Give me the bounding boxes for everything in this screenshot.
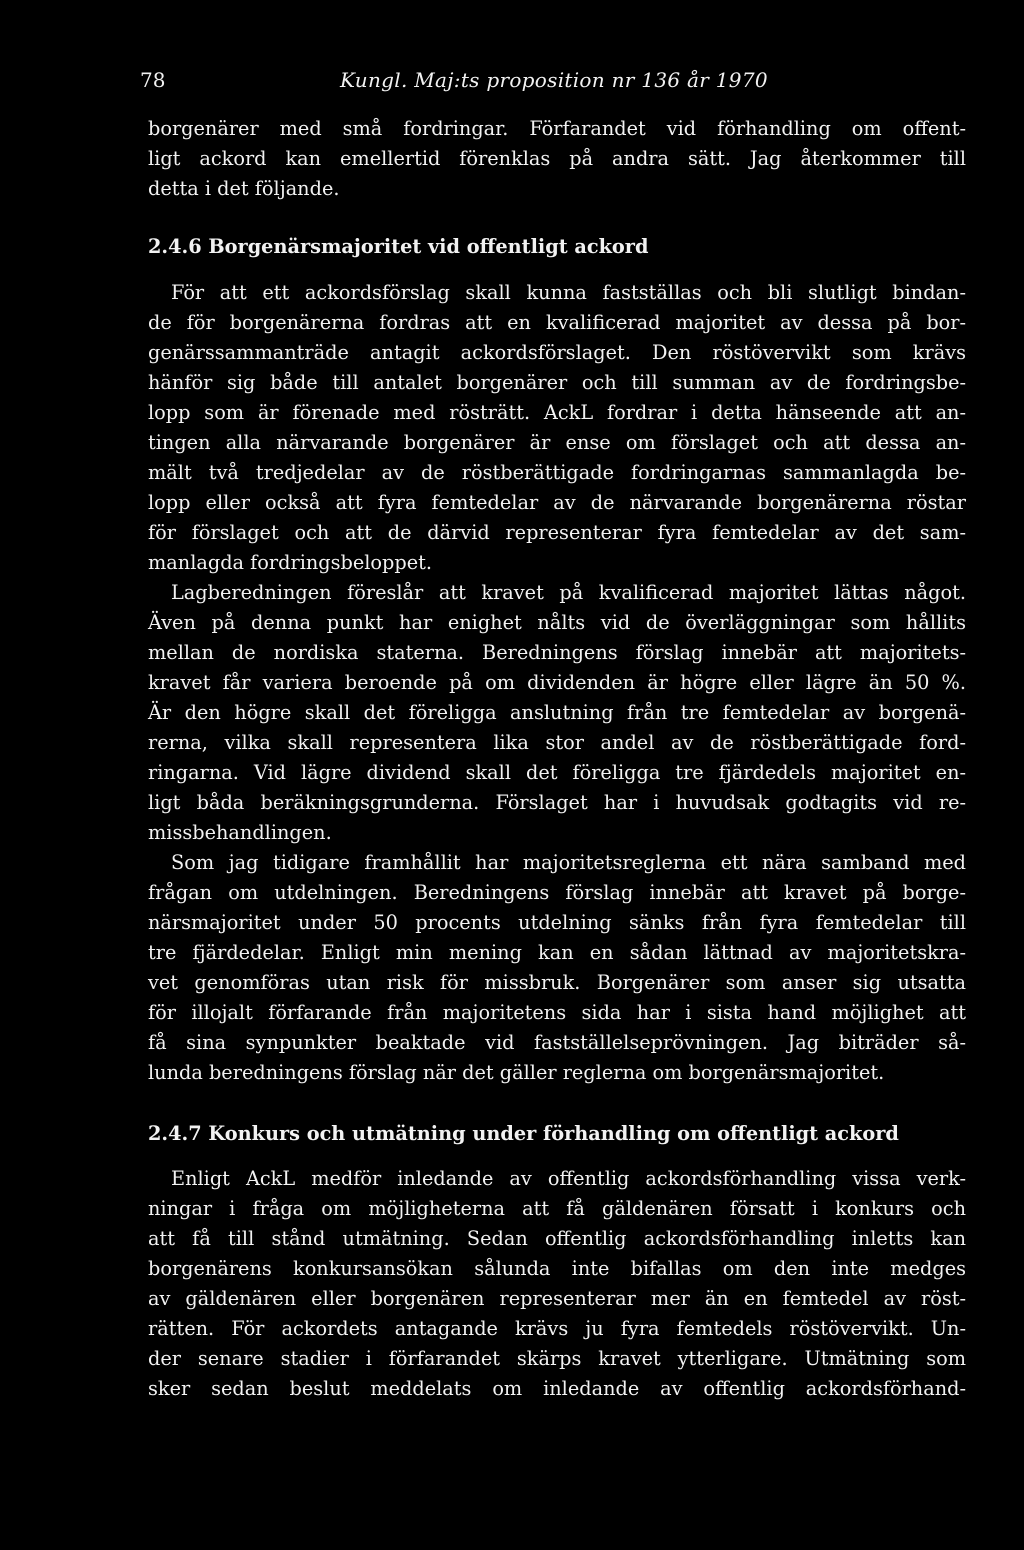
text-line: kravet får variera beroende på om dividenden är högre eller lägre än 50 %. (148, 671, 966, 694)
text-line: hänför sig både till antalet borgenärer och till summan av de fordringsbe- (148, 371, 966, 394)
page-number: 78 (140, 68, 166, 92)
page-header (140, 68, 880, 102)
text-line: de för borgenärerna fordras att en kvalificerad majoritet av dessa på bor- (148, 311, 966, 334)
text-line: ligt ackord kan emellertid förenklas på andra sätt. Jag återkommer till (148, 147, 966, 170)
text-line: borgenärens konkursansökan sålunda inte bifallas om den inte medges (148, 1257, 966, 1280)
text-line: Är den högre skall det föreligga anslutning från tre femtedelar av borgenä- (148, 701, 966, 724)
text-line: för förslaget och att de därvid representerar fyra femtedelar av det sam- (148, 521, 966, 544)
text-line: sker sedan beslut meddelats om inledande av offentlig ackordsförhand- (148, 1377, 966, 1400)
text-line: mellan de nordiska staterna. Beredningens förslag innebär att majoritets- (148, 641, 966, 664)
text-line: Även på denna punkt har enighet nålts vid de överläggningar som hållits (148, 611, 966, 634)
text-line: Lagberedningen föreslår att kravet på kvalificerad majoritet lättas något. (171, 581, 966, 604)
text-line: mält två tredjedelar av de röstberättigade fordringarnas sammanlagda be- (148, 461, 966, 484)
text-line: ligt båda beräkningsgrunderna. Förslaget har i huvudsak godtagits vid re- (148, 791, 966, 814)
text-line: få sina synpunkter beaktade vid fastställelseprövningen. Jag biträder så- (148, 1031, 966, 1054)
text-line: rätten. För ackordets antagande krävs ju fyra femtedels röstövervikt. Un- (148, 1317, 966, 1340)
text-line: För att ett ackordsförslag skall kunna fastställas och bli slutligt bindan- (171, 281, 966, 304)
section-heading-2-4-6: 2.4.6 Borgenärsmajoritet vid offentligt ackord (148, 235, 649, 258)
text-line: ringarna. Vid lägre dividend skall det föreligga tre fjärdedels majoritet en- (148, 761, 966, 784)
text-line: Som jag tidigare framhållit har majoritetsreglerna ett nära samband med (171, 851, 966, 874)
text-line: missbehandlingen. (148, 821, 332, 844)
section-heading-2-4-7: 2.4.7 Konkurs och utmätning under förhandling om offentligt ackord (148, 1122, 899, 1145)
text-line: för illojalt förfarande från majoritetens sida har i sista hand möjlighet att (148, 1001, 966, 1024)
text-line: att få till stånd utmätning. Sedan offentlig ackordsförhandling inletts kan (148, 1227, 966, 1250)
text-line: lunda beredningens förslag när det gäller reglerna om borgenärsmajoritet. (148, 1061, 885, 1084)
text-line: Enligt AckL medför inledande av offentlig ackordsförhandling vissa verk- (171, 1167, 966, 1190)
text-line: der senare stadier i förfarandet skärps kravet ytterligare. Utmätning som (148, 1347, 966, 1370)
text-line: tre fjärdedelar. Enligt min mening kan en sådan lättnad av majoritetskra- (148, 941, 966, 964)
text-line: detta i det följande. (148, 177, 340, 200)
text-line: vet genomföras utan risk för missbruk. Borgenärer som anser sig utsatta (148, 971, 966, 994)
text-line: manlagda fordringsbeloppet. (148, 551, 433, 574)
running-head: Kungl. Maj:ts proposition nr 136 år 1970 (340, 68, 768, 92)
text-line: frågan om utdelningen. Beredningens förslag innebär att kravet på borge- (148, 881, 966, 904)
text-line: rerna, vilka skall representera lika stor andel av de röstberättigade ford- (148, 731, 966, 754)
text-line: lopp eller också att fyra femtedelar av de närvarande borgenärerna röstar (148, 491, 966, 514)
text-line: av gäldenären eller borgenären representerar mer än en femtedel av röst- (148, 1287, 966, 1310)
text-line: tingen alla närvarande borgenärer är ense om förslaget och att dessa an- (148, 431, 966, 454)
text-line: närsmajoritet under 50 procents utdelning sänks från fyra femtedelar till (148, 911, 966, 934)
text-line: genärssammanträde antagit ackordsförslaget. Den röstövervikt som krävs (148, 341, 966, 364)
text-line: lopp som är förenade med rösträtt. AckL fordrar i detta hänseende att an- (148, 401, 966, 424)
text-line: ningar i fråga om möjligheterna att få gäldenären försatt i konkurs och (148, 1197, 966, 1220)
text-line: borgenärer med små fordringar. Förfarandet vid förhandling om offent- (148, 117, 966, 140)
